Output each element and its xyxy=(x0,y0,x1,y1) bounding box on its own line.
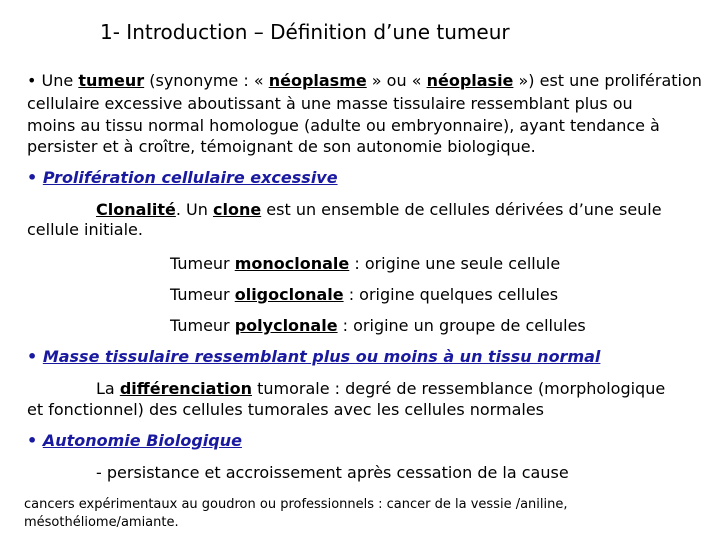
intro-line-4: persister et à croître, témoignant de son autonomie biologique. xyxy=(27,137,536,156)
intro-text: » ou « xyxy=(366,71,427,90)
term-oligoclonale: oligoclonale xyxy=(234,285,344,304)
section-heading-proliferation xyxy=(27,168,338,188)
term-differenciation: différenciation xyxy=(119,379,252,398)
text: tumorale : degré de ressemblance (morphologique xyxy=(251,379,666,398)
text: : origine une seule cellule xyxy=(349,254,561,273)
footer-line-1: cancers expérimentaux au goudron ou professionnels : cancer de la vessie /aniline, xyxy=(24,497,568,512)
section-heading-autonomie xyxy=(27,431,242,451)
intro-line-2: cellulaire excessive aboutissant à une masse tissulaire ressemblant plus ou xyxy=(27,94,633,113)
text: La xyxy=(96,379,120,398)
text: Tumeur xyxy=(170,254,235,273)
differenciation-line-2: et fonctionnel) des cellules tumorales avec les cellules normales xyxy=(27,400,544,419)
bullet: • xyxy=(27,431,38,450)
autonomie-line: - persistance et accroissement après cessation de la cause xyxy=(96,463,569,482)
term-tumeur: tumeur xyxy=(78,71,145,90)
text: Tumeur xyxy=(170,285,235,304)
footer-line-2: mésothéliome/amiante. xyxy=(24,515,179,530)
text: : origine un groupe de cellules xyxy=(337,316,586,335)
oligoclonale-line xyxy=(170,285,558,305)
intro-text: (synonyme : « xyxy=(144,71,269,90)
intro-text: Une xyxy=(41,71,79,90)
term-neoplasme: néoplasme xyxy=(268,71,367,90)
intro-line-3: moins au tissu normal homologue (adulte ou embryonnaire), ayant tendance à xyxy=(27,116,660,135)
section-heading-text: Prolifération cellulaire excessive xyxy=(42,168,338,187)
clonalite-line xyxy=(96,200,662,220)
bullet: • xyxy=(27,71,37,90)
section-heading-text: Masse tissulaire ressemblant plus ou moins à un tissu normal xyxy=(42,347,601,366)
text: Tumeur xyxy=(170,316,235,335)
bullet: • xyxy=(27,168,38,187)
differenciation-line xyxy=(96,379,665,399)
section-heading-masse xyxy=(27,347,600,367)
term-neoplasie: néoplasie xyxy=(426,71,514,90)
intro-text: ») est une prolifération xyxy=(513,71,702,90)
text: . Un xyxy=(175,200,213,219)
polyclonale-line xyxy=(170,316,586,336)
term-monoclonale: monoclonale xyxy=(234,254,350,273)
term-clonalite: Clonalité xyxy=(96,200,176,219)
clonalite-line-2: cellule initiale. xyxy=(27,220,143,239)
term-clone: clone xyxy=(212,200,262,219)
monoclonale-line xyxy=(170,254,560,274)
text: : origine quelques cellules xyxy=(343,285,559,304)
text: est un ensemble de cellules dérivées d’une seule xyxy=(261,200,662,219)
bullet: • xyxy=(27,347,38,366)
page-title: 1- Introduction – Définition d’une tumeur xyxy=(100,20,510,44)
term-polyclonale: polyclonale xyxy=(234,316,338,335)
section-heading-text: Autonomie Biologique xyxy=(42,431,242,450)
intro-line-1 xyxy=(27,71,702,91)
